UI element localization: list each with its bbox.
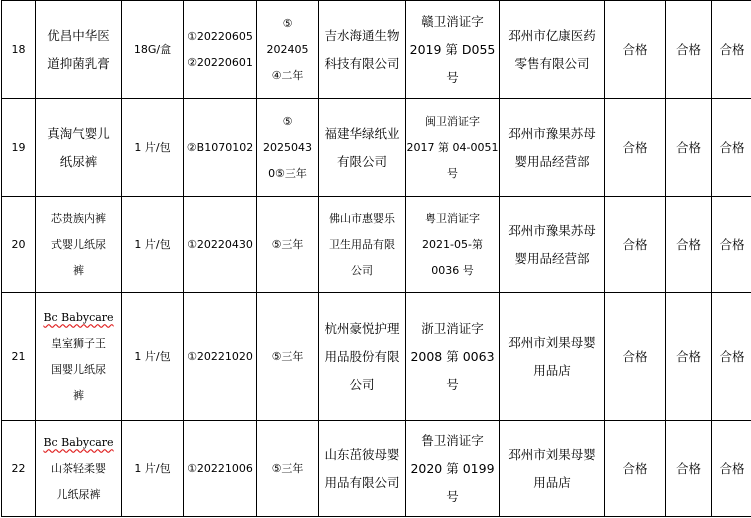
row-number: 18 [2,1,36,99]
validity-line: 0⑤三年 [268,166,307,180]
license-cell [406,421,500,517]
product-name-cell [36,293,122,421]
seller-line: 婴用品经营部 [514,250,590,266]
manufacturer-cell [319,421,406,517]
validity-line: ④二年 [271,68,304,82]
validity-cell [257,293,319,421]
table-row [2,421,751,517]
manufacturer-line: 用品有限公司 [324,474,400,490]
result-cell-2: 合格 [666,99,712,197]
seller-line: 邳州市刘果母婴 [508,334,596,350]
license-cell [406,197,500,293]
batch-cell [184,421,257,517]
validity-line: 202405 [266,42,309,56]
result-cell-1: 合格 [605,293,666,421]
batch-line: ②20220601 [187,55,253,69]
batch-cell [184,1,257,99]
license-line: 2020 第 0199 号 [410,460,495,504]
spec-cell: 1 片/包 [122,197,184,293]
validity-line: ⑤三年 [271,461,304,475]
seller-line: 邳州市豫果苏母 [508,222,596,238]
row-number: 21 [2,293,36,421]
result-cell-3: 合格 [712,99,751,197]
row-number: 19 [2,99,36,197]
product-name-line: 纸尿裤 [59,153,98,169]
product-name-cell [36,197,122,293]
batch-line: ②B1070102 [186,140,254,154]
manufacturer-cell [319,1,406,99]
batch-line: ①20220430 [187,237,253,251]
spec-cell: 1 片/包 [122,421,184,517]
license-cell [406,99,500,197]
license-line: 闽卫消证字 [425,114,480,128]
row-number: 20 [2,197,36,293]
manufacturer-line: 公司 [351,263,373,277]
license-line: 2021-05-第 [422,237,483,251]
result-cell-3: 合格 [712,1,751,99]
spec-cell: 18G/盒 [122,1,184,99]
manufacturer-line: 用品股份有限 [324,348,400,364]
manufacturer-cell [319,293,406,421]
license-line: 粤卫消证字 [425,211,480,225]
product-name-line: 儿纸尿裤 [56,487,101,501]
validity-cell [257,1,319,99]
batch-line: ①20221006 [187,461,253,475]
license-line: 赣卫消证字 [421,13,484,29]
product-name-cell [36,99,122,197]
license-line: 2017 第 04-0051 [406,140,499,154]
seller-line: 邳州市豫果苏母 [508,125,596,141]
result-cell-1: 合格 [605,197,666,293]
seller-line: 零售有限公司 [514,55,590,71]
spec-cell: 1 片/包 [122,99,184,197]
brand-label: Bc Babycare [43,310,114,324]
result-cell-3: 合格 [712,197,751,293]
manufacturer-cell [319,197,406,293]
product-name-line: 皇室狮子王 [51,336,106,350]
batch-line: ①20221020 [187,349,253,363]
seller-line: 邳州市亿康医药 [508,27,596,43]
validity-line: 2025043 [263,140,312,154]
table-row [2,197,751,293]
product-name-cell [36,1,122,99]
table-row [2,1,751,99]
seller-cell [500,421,605,517]
license-line: 浙卫消证字 [421,320,484,336]
manufacturer-line: 佛山市惠婴乐 [329,211,395,225]
manufacturer-line: 福建华绿纸业 [324,125,400,141]
batch-cell [184,293,257,421]
product-name-cell [36,421,122,517]
result-cell-1: 合格 [605,1,666,99]
manufacturer-line: 公司 [349,376,375,392]
seller-line: 婴用品经营部 [514,153,590,169]
license-line: 号 [447,166,458,180]
seller-line: 用品店 [533,362,571,378]
inspection-results-table [1,0,751,517]
result-cell-1: 合格 [605,421,666,517]
license-cell [406,1,500,99]
result-cell-2: 合格 [666,421,712,517]
seller-line: 邳州市刘果母婴 [508,446,596,462]
seller-line: 用品店 [533,474,571,490]
table-row [2,99,751,197]
brand-label: Bc Babycare [43,435,114,449]
validity-cell [257,421,319,517]
row-number: 22 [2,421,36,517]
product-name-line: 裤 [73,388,84,402]
product-name-line: 山茶轻柔婴 [51,461,106,475]
product-name-line: 式婴儿纸尿 [51,237,106,251]
manufacturer-line: 杭州豪悦护理 [324,320,400,336]
result-cell-3: 合格 [712,421,751,517]
batch-cell [184,99,257,197]
license-line: 0036 号 [431,263,474,277]
seller-cell [500,197,605,293]
product-name-line: 真淘气婴儿 [47,125,110,141]
manufacturer-line: 吉水海通生物 [324,27,400,43]
product-name-line: 道抑菌乳膏 [47,55,110,71]
product-name-line: 优昌中华医 [47,27,110,43]
validity-line: ⑤三年 [271,349,304,363]
validity-cell [257,197,319,293]
spec-cell: 1 片/包 [122,293,184,421]
product-name-line: 裤 [73,263,84,277]
validity-line: ⑤三年 [271,237,304,251]
table-body [2,1,751,517]
result-cell-1: 合格 [605,99,666,197]
seller-cell [500,293,605,421]
result-cell-2: 合格 [666,1,712,99]
result-cell-2: 合格 [666,197,712,293]
manufacturer-line: 卫生用品有限 [329,237,395,251]
validity-cell [257,99,319,197]
manufacturer-cell [319,99,406,197]
license-cell [406,293,500,421]
license-line: 2019 第 D055 号 [409,41,496,85]
seller-cell [500,99,605,197]
license-line: 鲁卫消证字 [421,432,484,448]
manufacturer-line: 科技有限公司 [324,55,400,71]
result-cell-3: 合格 [712,293,751,421]
manufacturer-line: 有限公司 [336,153,387,169]
batch-line: ①20220605 [187,29,253,43]
validity-line: ⑤ [282,16,293,30]
table-row [2,293,751,421]
product-name-line: 芯贵族内裤 [51,211,106,225]
license-line: 2008 第 0063 号 [410,348,495,392]
batch-cell [184,197,257,293]
seller-cell [500,1,605,99]
validity-line: ⑤ [282,114,293,128]
product-name-line: 国婴儿纸尿 [51,362,106,376]
result-cell-2: 合格 [666,293,712,421]
manufacturer-line: 山东茁彼母婴 [324,446,400,462]
